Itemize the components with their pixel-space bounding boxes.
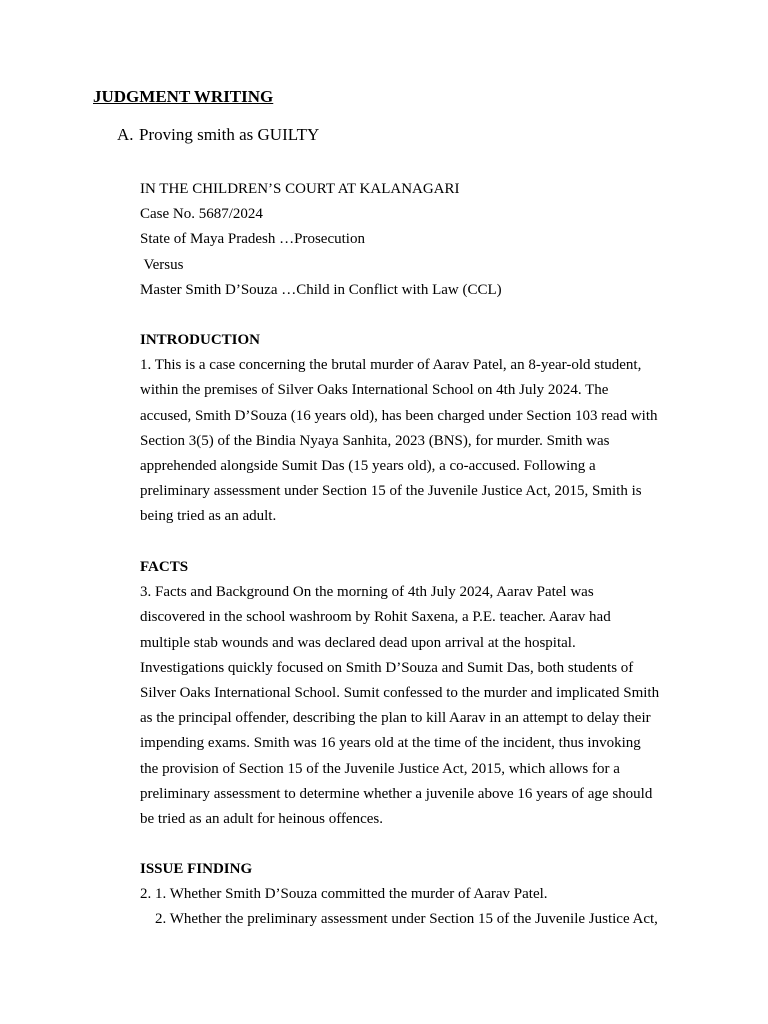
facts-line: multiple stab wounds and was declared dead upon arrival at the hospital. — [140, 634, 576, 651]
facts-line: Investigations quickly focused on Smith D’Souza and Sumit Das, both students of — [140, 659, 634, 676]
introduction-section — [140, 328, 680, 530]
prosecution-party: State of Maya Pradesh …Prosecution — [140, 231, 365, 248]
issues-section — [140, 857, 680, 933]
facts-line: Silver Oaks International School. Sumit confessed to the murder and implicated Smith — [140, 685, 660, 702]
facts-line: as the principal offender, describing the plan to kill Aarav in an attempt to delay their — [140, 710, 651, 727]
section-heading — [117, 124, 319, 146]
section-marker: A. — [117, 125, 134, 144]
accused-party: Master Smith D’Souza …Child in Conflict with Law (CCL) — [140, 281, 502, 298]
versus-label: Versus — [140, 256, 184, 273]
facts-line: discovered in the school washroom by Rohit Saxena, a P.E. teacher. Aarav had — [140, 609, 611, 626]
issue-item: 2. Whether the preliminary assessment under Section 15 of the Juvenile Justice Act, — [155, 911, 658, 928]
court-name: IN THE CHILDREN’S COURT AT KALANAGARI — [140, 181, 460, 197]
introduction-heading: INTRODUCTION — [140, 332, 261, 348]
introduction-line: being tried as an adult. — [140, 508, 277, 525]
introduction-line: 1. This is a case concerning the brutal murder of Aarav Patel, an 8-year-old student, — [140, 357, 642, 374]
facts-line: 3. Facts and Background On the morning of 4th July 2024, Aarav Patel was — [140, 584, 594, 601]
facts-line: preliminary assessment to determine whether a juvenile above 16 years of age should — [140, 785, 653, 802]
facts-line: be tried as an adult for heinous offences. — [140, 811, 383, 828]
section-title: Proving smith as GUILTY — [139, 125, 320, 144]
facts-section — [140, 555, 680, 832]
document-title: JUDGMENT WRITING — [93, 87, 274, 106]
issues-heading: ISSUE FINDING — [140, 861, 253, 877]
introduction-line: accused, Smith D’Souza (16 years old), has been charged under Section 103 read with — [140, 407, 658, 424]
introduction-line: preliminary assessment under Section 15 of the Juvenile Justice Act, 2015, Smith is — [140, 483, 642, 500]
case-caption — [140, 177, 680, 303]
issue-item: 2. 1. Whether Smith D’Souza committed the murder of Aarav Patel. — [140, 886, 548, 903]
facts-line: the provision of Section 15 of the Juvenile Justice Act, 2015, which allows for a — [140, 760, 620, 777]
facts-heading: FACTS — [140, 559, 189, 575]
introduction-line: apprehended alongside Sumit Das (15 years old), a co-accused. Following a — [140, 458, 596, 475]
case-number: Case No. 5687/2024 — [140, 206, 263, 223]
introduction-line: Section 3(5) of the Bindia Nyaya Sanhita, 2023 (BNS), for murder. Smith was — [140, 432, 610, 449]
introduction-line: within the premises of Silver Oaks International School on 4th July 2024. The — [140, 382, 609, 399]
facts-line: impending exams. Smith was 16 years old at the time of the incident, thus invoking — [140, 735, 641, 752]
